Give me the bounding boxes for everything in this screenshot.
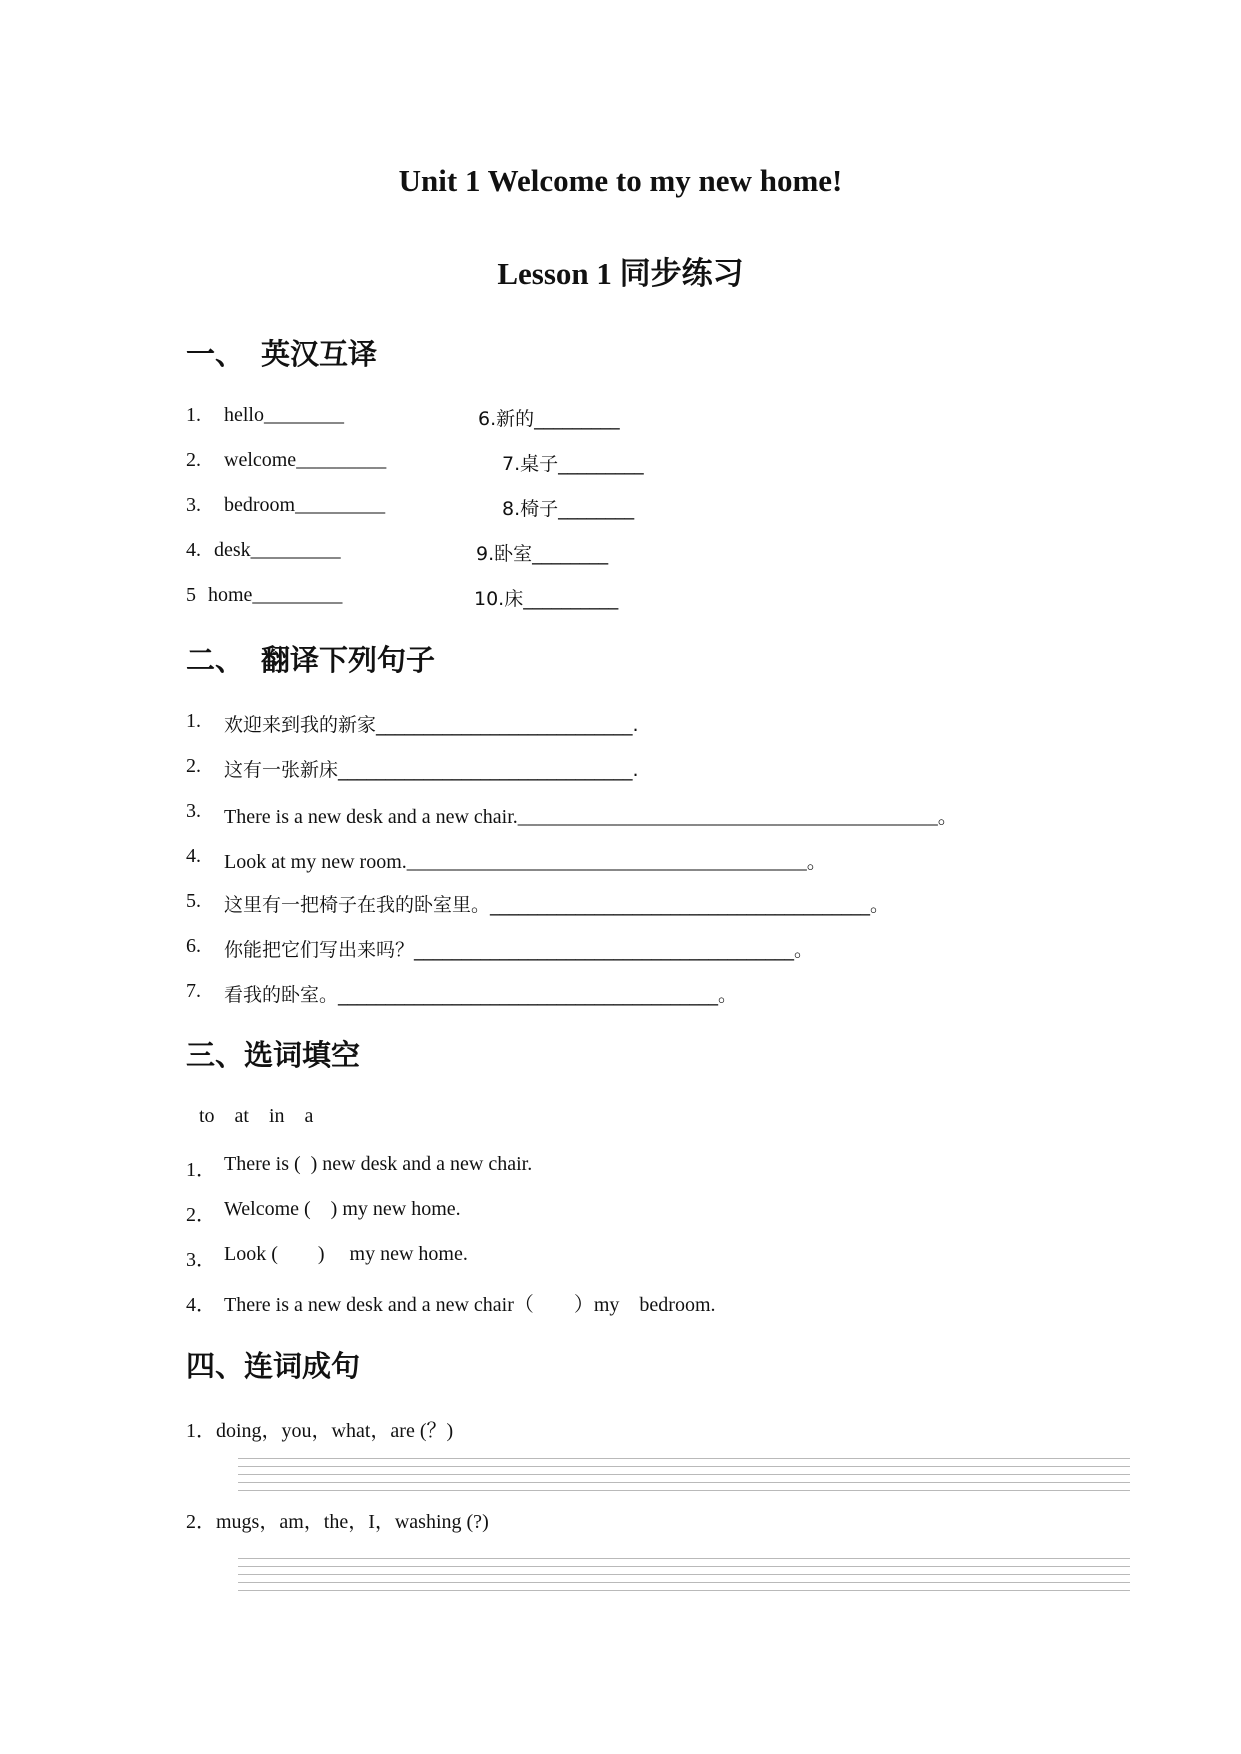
writing-line xyxy=(238,1458,1130,1459)
s3-item-1-num: 1． xyxy=(186,1159,216,1181)
s2-item-3-text: There is a new desk and a new chair.__________________________________________。 xyxy=(224,806,958,828)
writing-line xyxy=(238,1482,1130,1483)
s2-item-3-num: 3. xyxy=(186,800,201,822)
s1-item-5-text: home_________ xyxy=(208,584,343,606)
writing-line xyxy=(238,1558,1130,1559)
section-1-title: 英汉互译 xyxy=(261,337,378,371)
s1-item-1-text: hello________ xyxy=(224,404,344,426)
s1-item-6-text: 6.新的_________ xyxy=(478,408,620,430)
s2-item-2-num: 2. xyxy=(186,755,201,777)
writing-line xyxy=(238,1490,1130,1491)
s2-item-7-text: 看我的卧室。________________________________________。 xyxy=(224,984,738,1006)
s1-item-2-text: welcome_________ xyxy=(224,449,387,471)
writing-line xyxy=(238,1590,1130,1591)
s1-item-9-text: 9.卧室________ xyxy=(476,543,609,565)
writing-line xyxy=(238,1474,1130,1475)
section-3-title: 三、选词填空 xyxy=(186,1038,361,1072)
s2-item-6-text: 你能把它们写出来吗？________________________________________。 xyxy=(224,939,814,961)
s2-item-6-num: 6. xyxy=(186,935,201,957)
page-subtitle xyxy=(0,248,1241,293)
s2-item-4-num: 4. xyxy=(186,845,201,867)
s3-item-1-text: There is ( ) new desk and a new chair. xyxy=(224,1153,533,1175)
writing-line xyxy=(238,1582,1130,1583)
word-bank: to at in a xyxy=(199,1105,314,1127)
s1-item-7-text: 7.桌子_________ xyxy=(502,453,644,475)
s2-item-1-num: 1. xyxy=(186,710,201,732)
subtitle-english: Lesson 1 xyxy=(497,256,620,291)
s3-item-3-text: Look ( ) my new home. xyxy=(224,1243,468,1265)
section-4-title: 四、连词成句 xyxy=(186,1349,361,1383)
s2-item-5-num: 5. xyxy=(186,890,201,912)
s2-item-1-text: 欢迎来到我的新家___________________________. xyxy=(224,714,639,736)
s4-item-2-text: 2．mugs，am，the，I，washing (?) xyxy=(186,1511,489,1533)
s3-item-3-num: 3． xyxy=(186,1249,216,1271)
s3-item-4-num: 4． xyxy=(186,1294,216,1316)
s1-item-4-text: desk_________ xyxy=(214,539,341,561)
s1-item-2-num: 2. xyxy=(186,449,201,471)
s3-item-2-text: Welcome ( ) my new home. xyxy=(224,1198,461,1220)
s3-item-4-text: There is a new desk and a new chair（ ）my bedroom. xyxy=(224,1294,716,1316)
s2-item-4-text: Look at my new room.________________________________________。 xyxy=(224,851,827,873)
section-1-label: 一、 xyxy=(186,337,245,371)
writing-line xyxy=(238,1574,1130,1575)
s4-item-1-text: 1．doing，you，what，are (？) xyxy=(186,1420,454,1442)
s1-item-4-num: 4. xyxy=(186,539,201,561)
s1-item-8-text: 8.椅子________ xyxy=(502,498,635,520)
s1-item-3-text: bedroom_________ xyxy=(224,494,386,516)
subtitle-chinese: 同步练习 xyxy=(619,256,744,292)
s2-item-7-num: 7. xyxy=(186,980,201,1002)
s1-item-10-text: 10.床__________ xyxy=(474,588,619,610)
s1-item-5-num: 5 xyxy=(186,584,196,606)
s2-item-5-text: 这里有一把椅子在我的卧室里。________________________________________。 xyxy=(224,894,890,916)
s3-item-2-num: 2． xyxy=(186,1204,216,1226)
section-2-label: 二、 xyxy=(186,643,245,677)
writing-line xyxy=(238,1566,1130,1567)
s1-item-1-num: 1. xyxy=(186,404,201,426)
section-2-title: 翻译下列句子 xyxy=(261,643,436,677)
page-title: Unit 1 Welcome to my new home! xyxy=(398,163,843,198)
writing-line xyxy=(238,1466,1130,1467)
s2-item-2-text: 这有一张新床_______________________________. xyxy=(224,759,639,781)
s1-item-3-num: 3. xyxy=(186,494,201,516)
